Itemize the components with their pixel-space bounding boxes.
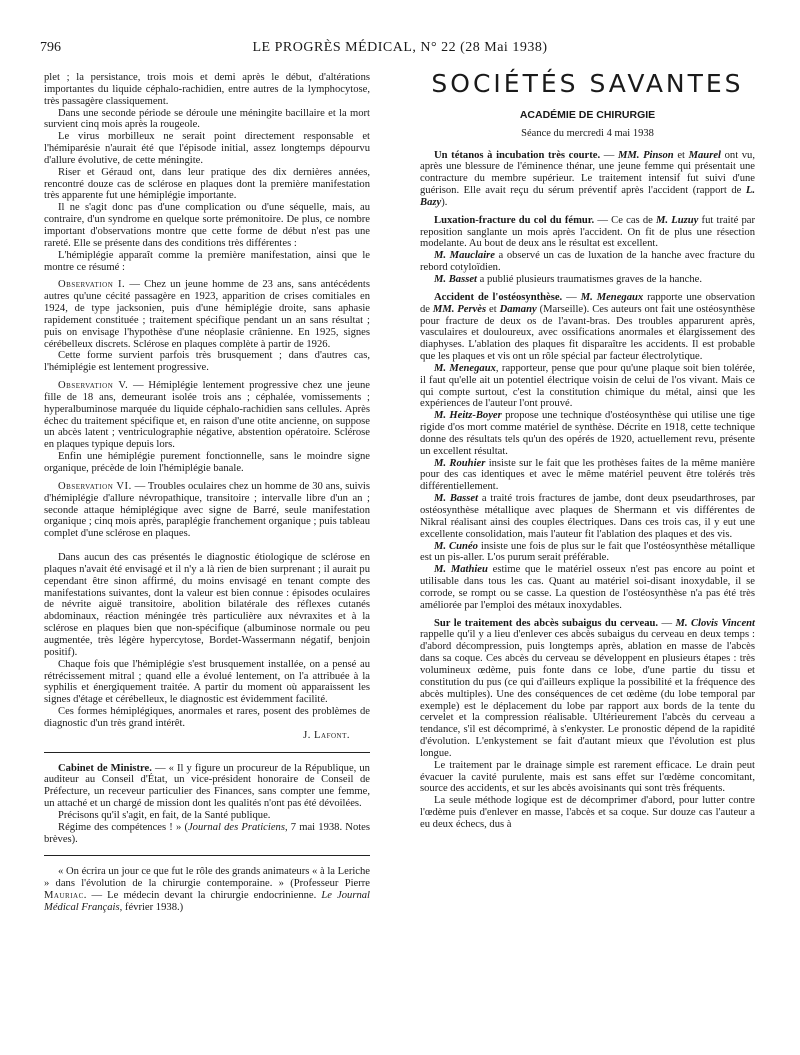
paragraph: L'hémiplégie apparaît comme la première manifestation, ainsi que le montre ce résumé :	[44, 249, 370, 273]
page-number: 796	[40, 40, 61, 55]
journal-title: LE PROGRÈS MÉDICAL, N° 22 (28 Mai 1938)	[252, 40, 548, 55]
paragraph: La seule méthode logique est de décomprimer d'abord, pour lutter contre l'œdème puis d'enlever en masse, l'abcès et sa coque. Sur douze cas l'auteur a eu deux échecs, dus à	[420, 795, 755, 830]
paragraph: Dans aucun des cas présentés le diagnostic étiologique de sclérose en plaques n'avait été envisagé et il n'y a là rien de bien surprenant ; il aurait pu cependant être sinon affirmé, du moins envisagé en tenant compte des manifestations suivantes, dont la valeur est bien connue : épisodes oculaires de névrite aiguë transitoire, abolition bilatérale des réflexes cutanés abdominaux, réaction méningée très particulière aux névraxites et à la sclérose en plaques bien que non-spécifique (albuminose normale ou peu augmentée, très légère hypercytose, Bordet-Wassermann négatif, benjoin positif).	[44, 552, 370, 658]
academy-heading: ACADÉMIE DE CHIRURGIE	[519, 108, 656, 121]
session-date: Séance du mercredi 4 mai 1938	[521, 127, 654, 139]
article-tetanos: Un tétanos à incubation très courte. — MM. Pinson et Maurel ont vu, après une blessure de l'éminence thénar, une jeune femme qui présentait une contracture du membre supérieur. Le traitement intensif fut suivi d'une guérison. Elle avait reçu du sérum préventif après l'accident (rapport de L. Bazy).	[420, 149, 756, 208]
paragraph: Précisons qu'il s'agit, en fait, de la Santé publique.	[58, 809, 271, 821]
article-heading: Un tétanos à incubation très courte.	[434, 149, 601, 161]
paragraph: M. Basset a traité trois fractures de jambe, dont deux pseudarthroses, par ostéosynthèse métallique avec plaques de Shermann et vis différentes de Nikral réalisant ainsi des couples électriques. Dans ces trois cas, il y eut une excellente consolidation, mais l'auteur fit l'ablation des plaques et des vis.	[420, 493, 755, 540]
paragraph: Le traitement par le drainage simple est rarement efficace. Le drain peut évacuer la cavité purulente, mais est sans effet sur l'œdème concomitant, source des accidents, et sur les abcès avoisinants qui sont très fréquents.	[420, 759, 755, 795]
paragraph: Chaque fois que l'hémiplégie s'est brusquement installée, on a pensé au rétrécissement mitral ; quand elle a évolué lentement, on l'a attribuée à la syphilis et énergiquement traitée. A partir du moment où apparaissent les signes d'étage et cérébelleux, le diagnostic est évidemment facilité.	[44, 658, 370, 706]
article-heading: Sur le traitement des abcès subaigus du cerveau.	[434, 617, 659, 629]
cabinet-title: Cabinet de Ministre.	[58, 762, 152, 774]
paragraph: Enfin une hémiplégie purement fonctionnelle, sans le moindre signe organique, précède de loin l'hémiplégie banale.	[44, 451, 370, 474]
paragraph: M. Rouhier insiste sur le fait que les prothèses faites de la même manière pour des cas identiques et avec le même matériel peuvent être tolérés très différentiellement.	[420, 457, 755, 493]
observation-6: Observation VI. — Troubles oculaires chez un homme de 30 ans, suivis d'hémiplégie d'allure névropathique, transitoire ; intervalle libre d'un an ; seconde attaque hémiplégique avec signe de Barré, seule manifestation organique ; cinq mois après, paraplégie franchement organique ; puis tableau complet d'une sclérose en plaques.	[44, 480, 370, 540]
section-title: SOCIÉTÉS SAVANTES	[431, 69, 744, 98]
left-column	[44, 72, 370, 914]
paragraph: M. Menegaux, rapporteur, pense que pour qu'une plaque soit bien tolérée, il faut qu'elle ait un potentiel électrique voisin de celui de l'os vivant. Mais ce qui compte surtout, c'est la constitution chimique du métal, ainsi que les expériences de l'auteur l'ont prouvé.	[420, 362, 755, 410]
divider	[44, 752, 370, 753]
article-luxation: Luxation-fracture du col du fémur. — Ce cas de M. Luzuy fut traité par reposition sanglante un mois après l'accident. On fit de plus une résection modelante. Au bout de deux ans le résultat est excellent.	[420, 214, 755, 250]
cabinet-note: Cabinet de Ministre. — « Il y figure un procureur de la République, un auditeur au Conseil d'État, un vice-président honoraire de Conseil de Préfecture, un receveur particulier des Finances, sans compter une femme, un attaché et un chargé de mission dont les qualités n'ont pas été dévoilées.	[44, 762, 370, 810]
paragraph: M. Mathieu estime que le matériel osseux n'est pas encore au point et utilisable dans tous les cas. Quant au matériel soi-disant inoxydable, il se corrode, se rompt ou se casse. La question de l'ostéosynthèse n'a pas été très améliorée par l'emploi des métaux inoxydables.	[420, 564, 755, 611]
observation-label: Observation I.	[58, 279, 126, 291]
article-osteosynthese: Accident de l'ostéosynthèse. — M. Menegaux rapporte une observation de MM. Pervès et Damany (Marseille). Ces auteurs ont fait une ostéosynthèse pour fracture de deux os de l'avant-bras. Des troubles apparurent après, vasculaires et douloureux, avec ossifications anormales et élargissement des diaphyses. L'ablation des plaques fit disparaître les accidents. Il est probable que les plaques et vis ont un rôle spécial par facteur électrolytique.	[420, 291, 756, 363]
paragraph: Le virus morbilleux ne serait point directement responsable et l'hémiparésie n'aurait été que l'épisode initial, assez longtemps dépourvu d'allure évolutive, de cette méningite.	[44, 131, 370, 166]
article-heading: Accident de l'ostéosynthèse.	[434, 291, 563, 303]
paragraph: M. Cunéo insiste une fois de plus sur le fait que l'ostéosynthèse métallique est un pis-aller. L'os purum serait préférable.	[420, 540, 755, 564]
right-column	[420, 69, 756, 831]
paragraph: Régime des compétences ! » (Journal des Praticiens, 7 mai 1938. Notes brèves).	[44, 821, 371, 845]
paragraph: Dans une seconde période se déroule une méningite bacillaire et la mort survient cinq mois après la rougeole.	[44, 107, 370, 131]
divider	[44, 855, 370, 856]
article-heading: Luxation-fracture du col du fémur.	[434, 214, 595, 226]
paragraph: plet ; la persistance, trois mois et demi après le début, d'altérations importantes du liquide céphalo-rachidien, entre autres de la lymphocytose, très passagère classiquement.	[44, 72, 370, 107]
paragraph: M. Mauclaire a observé un cas de luxation de la hanche avec fracture du rebord cotyloïdien.	[420, 250, 755, 274]
article-abces: Sur le traitement des abcès subaigus du cerveau. — M. Clovis Vincent rappelle qu'il y a lieu d'enlever ces abcès subaigus du cerveau en deux temps : d'abord décompression, puis longtemps après, ablation en masse de l'abcès dans sa coque. Ces abcès du cerveau se développent en plusieurs étapes : très volumineux œdème, puis fonte dans ce lobe, d'une partie du tissu et constitution du pus (ce qui d'ailleurs explique la possibilité et la fréquence des abcès multiples). Une des conséquences de cet œdème (du lobe temporal par exemple) est le déplacement du lobe par rapport aux bords de la tente du cervelet et la compression réalisable. Ultérieurement l'abcès du cerveau a tendance, s'il est décomprimé, à s'enkyster. Le pronostic dépend de la rapidité d'évolution. L'enkystement se fait d'autant mieux que l'évolution est plus longue.	[420, 617, 755, 759]
paragraph: Ces formes hémiplégiques, anormales et rares, posent des problèmes de diagnostic d'un très grand intérêt.	[44, 706, 370, 729]
quotation: « On écrira un jour ce que fut le rôle des grands animateurs « à la Leriche » dans l'évolution de la chirurgie contemporaine. » (Professeur Pierre Mauriac. — Le médecin devant la chirurgie endocrinienne. Le Journal Médical Français, février 1938.)	[44, 866, 370, 913]
observation-label: Observation V.	[58, 380, 129, 392]
paragraph: M. Basset a publié plusieurs traumatismes graves de la hanche.	[434, 273, 703, 285]
observation-1: Observation I. — Chez un jeune homme de 23 ans, sans antécédents autres qu'une cécité passagère en 1923, apparition de crises comitiales en 1924, de type jacksonien, puis d'une hémiplégie droite, sans aphasie rapidement constituée ; traitement spécifique pendant un an sans résultat ; puis on envisage l'hypothèse d'une néoplasie crânienne. En 1925, signes cérébelleux discrets. Sclérose en plaques complète à partir de 1926.	[44, 279, 370, 350]
paragraph: Cette forme survient parfois très brusquement ; dans d'autres cas, l'hémiplégie est lentement progressive.	[44, 350, 370, 374]
paragraph: M. Heitz-Boyer propose une technique d'ostéosynthèse qui utilise une tige rigide d'os mort comme matériel de synthèse. Décrite en 1918, cette technique donne des résultats tels qu'un des opérés de 1920, actuellement revu, présente un excellent résultat.	[420, 410, 755, 457]
observation-label: Observation VI.	[58, 480, 132, 492]
observation-5: Observation V. — Hémiplégie lentement progressive chez une jeune fille de 18 ans, demeurant isolée trois ans ; céphalée, vomissements ; hyperalbuminose marquée du liquide céphalo-rachidien sans cellules. Après échec du traitement spécifique et, en raison d'une otite ancienne, on suppose un abcès latent ; ventriculographie négative, abstention opératoire. Sclérose en plaques typique depuis lors.	[44, 380, 370, 451]
paragraph: Riser et Géraud ont, dans leur pratique des dix dernières années, rencontré douze cas de sclérose en plaques dont la première manifestation très apparente fut une hémiplégie importante.	[44, 166, 370, 202]
author-signature: J. Lafont.	[303, 729, 350, 741]
page-header	[40, 40, 760, 58]
paragraph: Il ne s'agit donc pas d'une complication ou d'une séquelle, mais, au contraire, d'un syndrome en quelque sorte prémonitoire. De plus, ce nombre important d'observations montre que cette forme de début n'est pas une rareté. Elle se présente dans des conditions très différentes :	[44, 202, 370, 249]
